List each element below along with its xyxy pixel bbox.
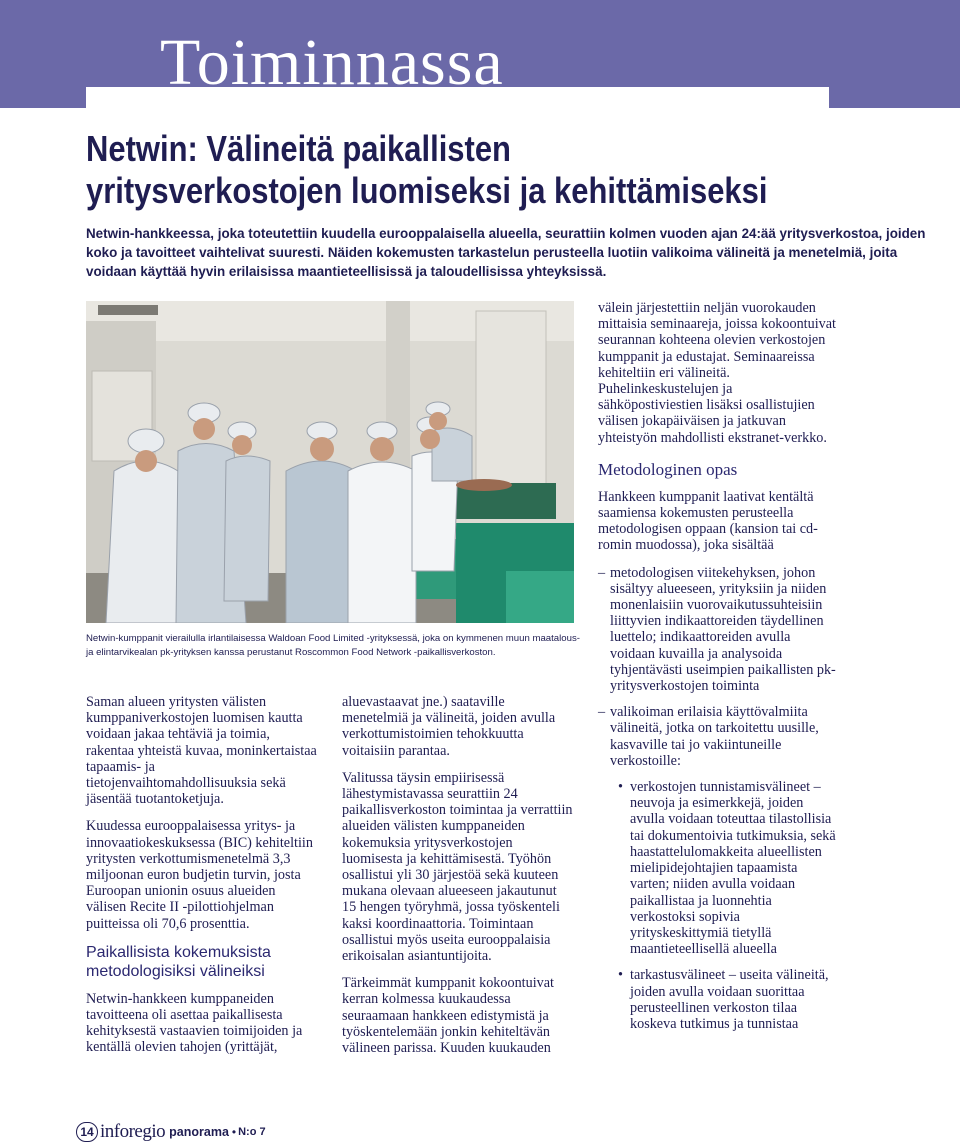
magazine-name: panorama <box>169 1125 229 1139</box>
text-column-1 <box>86 694 318 1067</box>
dash-list <box>598 565 838 1032</box>
list-item <box>598 704 838 1032</box>
subheading: Paikallisista kokemuksista metodologisiksi välineiksi <box>86 943 271 980</box>
page-number: 14 <box>76 1122 98 1142</box>
subheading: Metodologinen opas <box>598 459 738 479</box>
paragraph: Saman alueen yritysten välisten kumppaniverkostojen luomisen kautta voidaan jakaa tehtäviä ja toimia, rakentaa yhteistä kuvaa, moninkertaistaa tapaamis- ja tietojenvaihtomahdollisuuksia sekä jäsentää tuotantoketjuja. <box>86 694 317 808</box>
paragraph: välein järjestettiin neljän vuorokauden mittaisia seminaareja, joissa kokoontuivat seurannan kohteena olevien verkostojen kumppanit ja edustajat. Seminaareissa kehiteltiin eri välineitä. Puhelinkeskustelujen ja sähköpostiviestien lisäksi osallistujien välisen jokapäiväisen ja jatkuvan yhteistyön mahdollisti ekstranet-verkko. <box>598 300 836 446</box>
section-title: Toiminnassa <box>160 30 504 87</box>
list-item: – metodologisen viitekehyksen, johon sisältyy alueeseen, yrityksiin ja niiden monenlaisiin vuorovaikutussuhteisiin liittyvien indikaattoreiden täydellinen luettelo; indikaattoreiden avulla voidaan kuvailla ja analysoida tyhjentävästi useimpien paikallisten pk-yritysverkostojen toiminta <box>598 565 838 695</box>
list-item: • tarkastusvälineet – useita välineitä, joiden avulla voidaan suorittaa perusteellinen verkoston tilaa koskeva tutkimus ja tunnistaa <box>618 967 838 1032</box>
article-lead: Netwin-hankkeessa, joka toteutettiin kuudella eurooppalaisella alueella, seurattiin kolmen vuoden ajan 24:ää yritysverkostoa, joiden koko ja tavoitteet vaihtelivat suuresti. Näiden kokemusten tarkastelun perusteella luotiin valikoima välineitä ja menetelmiä, joita voidaan käyttää hyvin erilaisissa maantieteellisissä ja taloudellisissa yhteyksissä. <box>86 226 926 279</box>
paragraph: Tärkeimmät kumppanit kokoontuivat kerran kolmessa kuukaudessa seuraamaan hankkeen edistymistä ja työskentelemään jonkin kehiteltävän välineen parissa. Kuuden kuukauden <box>342 975 554 1057</box>
bullet-list <box>618 779 838 1032</box>
list-item-text: valikoiman erilaisia käyttövalmiita välineitä, jotka on tarkoitettu uusille, kasvaville tai jo vakiintuneille verkostoille: <box>610 704 819 769</box>
photo-caption: Netwin-kumppanit vierailulla irlantilaisessa Waldoan Food Limited -yrityksessä, joka on kymmenen muun maatalous- ja elintarvikealan pk-yrityksen kanssa perustanut Roscommon Food Network -paikallisverkoston. <box>86 633 580 658</box>
paragraph: Netwin-hankkeen kumppaneiden tavoitteena oli asettaa paikallisesta kehityksestä vastaavien toimijoiden ja kentällä olevien tahojen (yrittäjät, <box>86 990 303 1056</box>
article-headline: Netwin: Välineitä paikallisten yritysverkostojen luomiseksi ja kehittämiseksi <box>86 128 768 211</box>
paragraph: Hankkeen kumppanit laativat kentältä saamiensa kokemusten perusteella metodologisen oppaan (kansion tai cd-romin muodossa), joka sisältää <box>598 488 818 554</box>
page-footer <box>76 1121 266 1143</box>
text-column-3 <box>598 300 838 1043</box>
paragraph: Valitussa täysin empiirisessä lähestymistavassa seurattiin 24 paikallisverkoston toimintaa ja verrattiin alueiden välisten kumppaneiden kokemuksia yritysverkostojen luomisesta ja kehittämisestä. Työhön osallistui yli 30 järjestöä sekä kuuteen mukana olevaan alueeseen jakautunut 15 hengen työryhmä, jossa työskenteli kaksi koordinaattoria. Toimintaan osallistui myös useita eurooppalaisia erikoisalan asiantuntijoita. <box>342 769 573 965</box>
paragraph: Kuudessa eurooppalaisessa yritys- ja innovaatiokeskuksessa (BIC) kehiteltiin yritysten verkottumismenetelmä 3,3 miljoonan euron budjetin turvin, josta Euroopan unionin osuus alueiden välisen Recite II -pilottiohjelman puitteissa oli 70,6 prosenttia. <box>86 818 313 932</box>
magazine-logo: inforegio <box>100 1121 166 1142</box>
issue-number: N:o 7 <box>238 1126 266 1138</box>
article-photo <box>86 301 574 623</box>
header-band-cutout <box>86 87 829 108</box>
list-item: • verkostojen tunnistamisvälineet – neuvoja ja esimerkkejä, joiden avulla voidaan toteuttaa tilastollisia tai dokumentoivia tutkimuksia, sekä haastattelulomakkeita alueellisten mielipidejohtajien tapaamista varten; niiden avulla voidaan paikallistaa ja luonnehtia verkostoksi sopivia yrityskeskittymiä tietyllä maantieteellisellä alueella <box>618 779 838 957</box>
paragraph: aluevastaavat jne.) saataville menetelmiä ja välineitä, joiden avulla verkottumistoimien tehokkuutta voitaisiin parantaa. <box>342 694 556 759</box>
photo-illustration <box>86 301 574 623</box>
separator-dot: • <box>231 1125 237 1139</box>
text-column-2 <box>342 694 574 1067</box>
